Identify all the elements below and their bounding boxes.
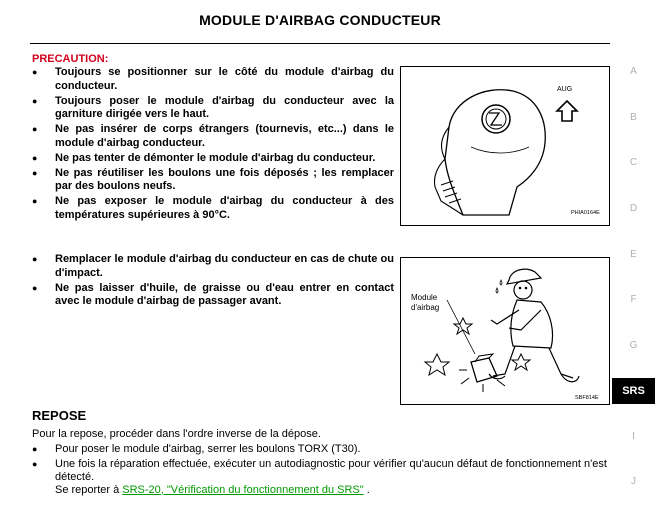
reference-prefix: Se reporter à [55, 483, 123, 496]
tab-j[interactable]: J [631, 476, 636, 487]
srs-reference-link[interactable]: SRS-20, "Vérification du fonctionnement du SRS" [122, 483, 364, 496]
repose-item-text: Une fois la réparation effectuée, exécuter un autodiagnostic pour vérifier qu'aucun défaut de fonctionnement n'est détecté. [55, 457, 607, 483]
precaution-item: ● Ne pas tenter de démonter le module d'airbag du conducteur. [32, 152, 394, 166]
tab-c[interactable]: C [629, 157, 638, 168]
title-divider [30, 43, 610, 44]
precaution-list-bottom [32, 253, 394, 310]
airbag-module-figure [400, 66, 610, 226]
tab-b[interactable]: B [630, 112, 637, 123]
tab-g[interactable]: G [629, 340, 638, 351]
reference-suffix: . [363, 483, 370, 496]
precaution-item: ● Ne pas insérer de corps étrangers (tournevis, etc...) dans le module d'airbag conducteur. [32, 123, 394, 150]
precaution-item: ● Ne pas laisser d'huile, de graisse ou d'eau entrer en contact avec le module d'airbag de passager avant. [32, 282, 394, 309]
tab-e[interactable]: E [630, 249, 637, 260]
precaution-heading: PRECAUTION: [32, 53, 109, 65]
tab-d[interactable]: D [629, 203, 638, 214]
figure-code: PHIA0164E [571, 210, 600, 216]
figure-label-line2: d'airbag [411, 303, 440, 312]
page-title: MODULE D'AIRBAG CONDUCTEUR [199, 12, 441, 28]
repose-intro: Pour la repose, procéder dans l'ordre inverse de la dépose. [32, 428, 321, 440]
figure-code: SBF814E [575, 395, 599, 401]
figure-label-line1: Module [411, 293, 438, 302]
tab-srs[interactable]: SRS [612, 378, 655, 404]
tab-f[interactable]: F [630, 294, 637, 305]
airbag-module-illustration [401, 67, 609, 225]
repose-item: ● Pour poser le module d'airbag, serrer les boulons TORX (T30). [32, 443, 617, 456]
dropped-airbag-illustration [401, 258, 609, 404]
precaution-item: ● Ne pas exposer le module d'airbag du conducteur à des températures supérieures à 90°C. [32, 195, 394, 222]
precaution-item: ● Toujours poser le module d'airbag du conducteur avec la garniture dirigée vers le haut. [32, 95, 394, 122]
repose-list [32, 443, 617, 498]
repose-item [32, 458, 617, 497]
tab-i[interactable]: I [632, 431, 635, 442]
tab-a[interactable]: A [630, 66, 637, 77]
dropped-airbag-figure [400, 257, 610, 405]
arrow-label: AUG [557, 86, 573, 93]
precaution-list-top [32, 66, 394, 224]
precaution-item: ● Remplacer le module d'airbag du conducteur en cas de chute ou d'impact. [32, 253, 394, 280]
precaution-item: ● Toujours se positionner sur le côté du module d'airbag du conducteur. [32, 66, 394, 93]
precaution-item: ● Ne pas réutiliser les boulons une fois déposés ; les remplacer par des boulons neufs. [32, 167, 394, 194]
repose-heading: REPOSE [32, 408, 87, 423]
